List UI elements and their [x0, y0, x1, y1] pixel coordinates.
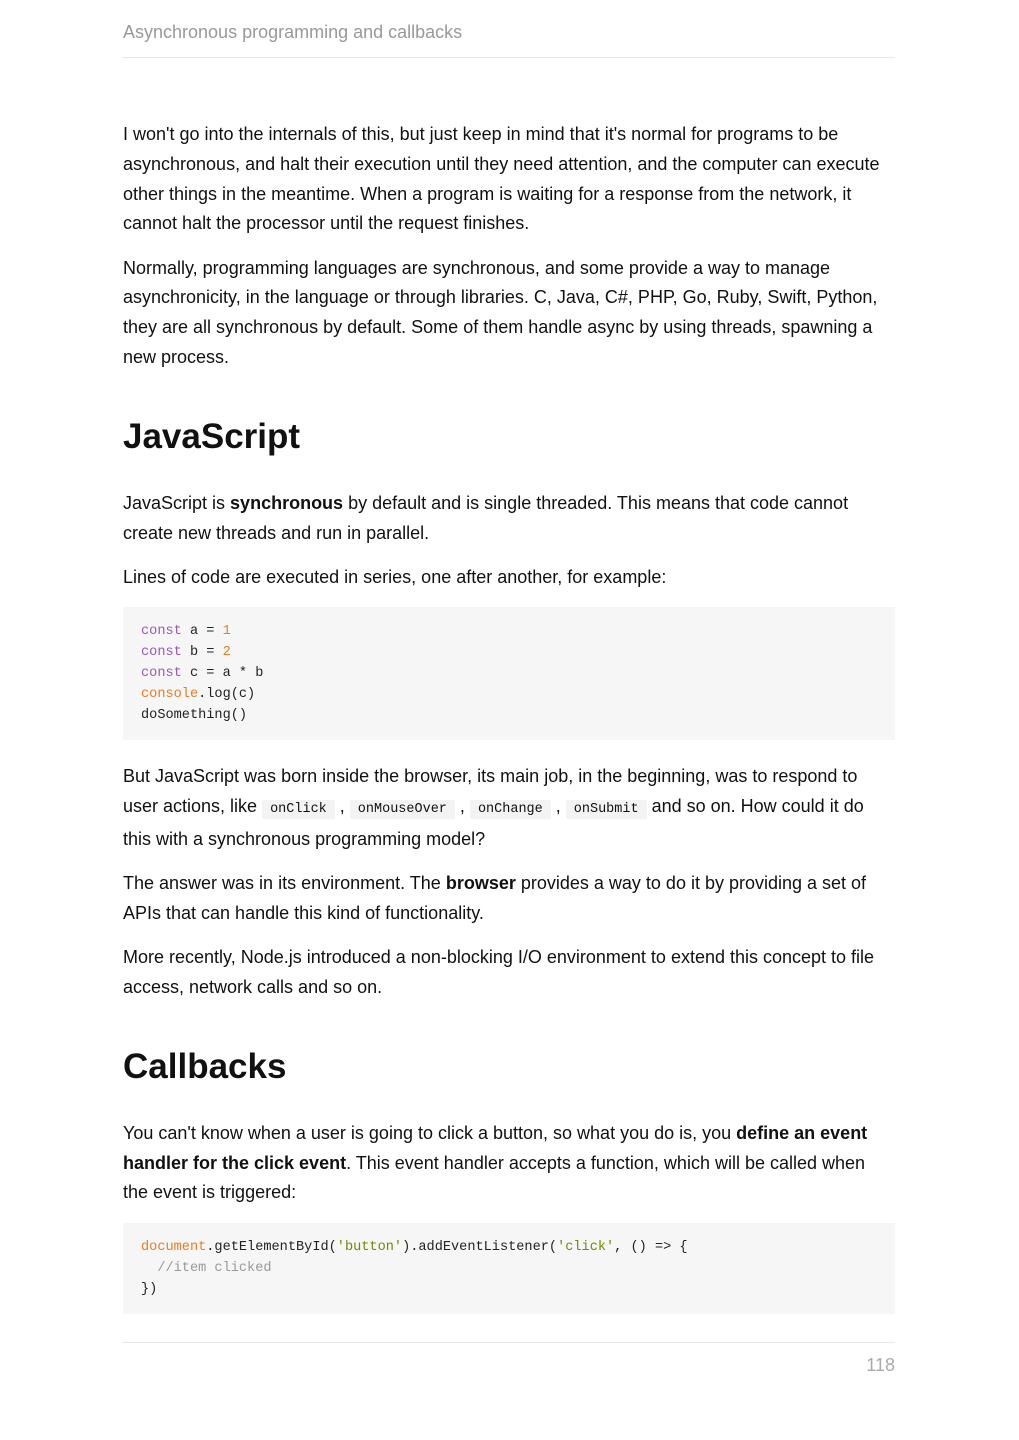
code-keyword: const — [141, 666, 182, 682]
code-keyword: const — [141, 645, 182, 661]
code-number: 2 — [222, 645, 231, 661]
text-run: , — [454, 796, 470, 817]
code-string: 'click' — [557, 1239, 615, 1255]
intro-paragraph-1: I won't go into the internals of this, but just keep in mind that it's normal for programs to be asynchronous, and halt their execution until they need attention, and the computer can execute other things in the meantime. When a program is waiting for a response from the network, it cannot halt the processor until the request finishes. — [123, 124, 880, 234]
code-text: , () => { — [614, 1239, 688, 1255]
code-object: console — [141, 687, 199, 703]
js-paragraph-3 — [123, 762, 895, 854]
code-text: b = — [181, 645, 223, 661]
text-run: by default and is single threaded. This means that code cannot create new threads and run in parallel. — [123, 492, 849, 543]
code-number: 1 — [222, 624, 231, 640]
heading-javascript: JavaScript — [123, 416, 301, 456]
cb-paragraph-1 — [123, 1119, 895, 1208]
code-text: .log(c) — [198, 687, 256, 703]
running-header: Asynchronous programming and callbacks — [123, 22, 895, 58]
code-block-sync — [123, 607, 895, 740]
bold-browser: browser — [445, 873, 516, 894]
text-run: , — [550, 796, 566, 817]
page-number: 118 — [866, 1355, 895, 1375]
inline-code-onmouseover: onMouseOver — [350, 800, 455, 819]
heading-callbacks: Callbacks — [123, 1046, 287, 1086]
code-text: doSomething() — [141, 708, 248, 724]
text-run: and so on. How could it do this with a synchronous programming model? — [123, 796, 864, 849]
text-run: , — [334, 796, 350, 817]
intro-paragraph-2: Normally, programming languages are synchronous, and some provide a way to manage asynchronicity, in the language or through libraries. C, Java, C#, PHP, Go, Ruby, Swift, Python, they are all synchronous by default. Some of them handle async by using threads, spawning a new process. — [123, 257, 878, 368]
page-content — [123, 120, 895, 1336]
code-text: .getElementById( — [206, 1239, 337, 1255]
bold-synchronous: synchronous — [230, 492, 344, 513]
inline-code-onsubmit: onSubmit — [566, 800, 647, 819]
code-text: a = — [181, 624, 223, 640]
code-text: ).addEventListener( — [402, 1239, 558, 1255]
text-run: . This event handler accepts a function, which will be called when the event is triggered: — [123, 1152, 866, 1203]
text-run: JavaScript is — [123, 492, 231, 513]
text-run: You can't know when a user is going to click a button, so what you do is, you — [123, 1122, 737, 1143]
js-paragraph-5: More recently, Node.js introduced a non-blocking I/O environment to extend this concept to file access, network calls and so on. — [123, 947, 875, 998]
code-text: c = a * b — [181, 666, 264, 682]
js-paragraph-1 — [123, 489, 895, 549]
code-block-callback — [123, 1223, 895, 1314]
text-run: The answer was in its environment. The — [123, 873, 446, 894]
code-string: 'button' — [336, 1239, 403, 1255]
code-keyword: const — [141, 624, 182, 640]
inline-code-onchange: onChange — [470, 800, 551, 819]
footer-divider — [123, 1342, 895, 1343]
js-paragraph-4 — [123, 869, 895, 929]
bold-define-event-handler: define an event handler for the click event — [123, 1122, 868, 1173]
code-object: document — [141, 1239, 207, 1255]
code-comment: //item clicked — [141, 1260, 272, 1276]
inline-code-onclick: onClick — [262, 800, 335, 819]
text-run: But JavaScript was born inside the browser, its main job, in the beginning, was to respond to user actions, like — [123, 766, 858, 817]
js-paragraph-2: Lines of code are executed in series, one after another, for example: — [123, 566, 667, 587]
text-run: provides a way to do it by providing a set of APIs that can handle this kind of functionality. — [123, 873, 867, 923]
code-text: }) — [141, 1281, 158, 1297]
